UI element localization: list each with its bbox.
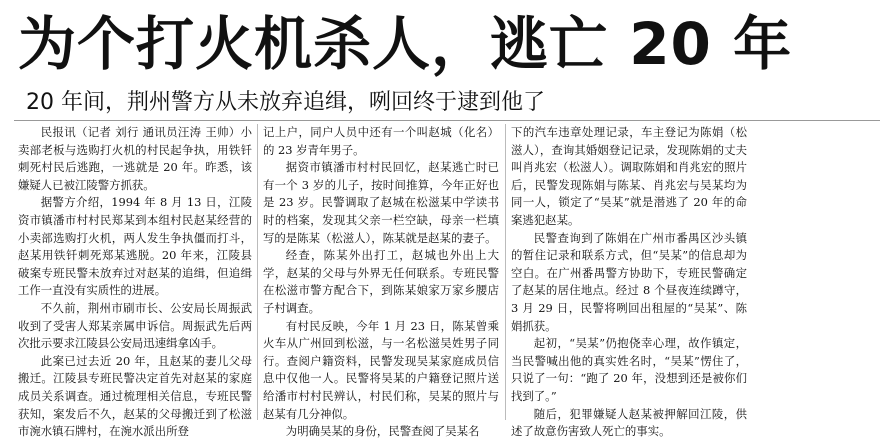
- article-column-3: [511, 124, 747, 439]
- paragraph: 起初，“吴某”仍抱侥幸心理，故作镇定，当民警喊出他的真实姓名时，“吴某”愣住了，只说了一句：“跑了 20 年，没想到还是被你们找到了。”: [511, 336, 747, 403]
- paragraph: 经查，陈某外出打工，赵城也外出上大学，赵某的父母与外界无任何联系。专班民警在松滋市警方配合下，到陈某娘家万家乡腰店子村调查。: [263, 248, 499, 315]
- article-column-1: [18, 124, 252, 439]
- paragraph: 记上户，同户人员中还有一个叫赵城（化名）的 23 岁青年男子。: [263, 125, 499, 157]
- paragraph: 民报讯（记者 刘行 通讯员汪涛 王帅）小卖部老板与选购打火机的村民起争执，用铁钎刺死村民后逃跑，一逃就是 20 年。昨悉，该嫌疑人已被江陵警方抓获。: [18, 125, 252, 192]
- paragraph: 有村民反映，今年 1 月 23 日，陈某曾乘火车从广州回到松滋，与一名松滋吴姓男子同行。查阅户籍资料，民警发现吴某家庭成员信息中仅他一人。民警将吴某的户籍登记照片送给潘市村村民辨认，村民们称，吴某的照片与赵某有几分神似。: [263, 318, 499, 421]
- paragraph: 据警方介绍，1994 年 8 月 13 日，江陵资市镇潘市村村民郑某到本组村民赵某经营的小卖部选购打火机，两人发生争执僵而打斗，赵某用铁钎刺死郑某逃脱。20 年来，江陵县破案专班民警未放弃过对赵某的追缉，但追缉工作一直没有实质性的进展。: [18, 195, 252, 298]
- headline: 为个打火机杀人，逃亡 20 年: [18, 10, 793, 78]
- paragraph: 为明确吴某的身份，民警查阅了吴某名: [285, 424, 480, 439]
- column-divider: [257, 124, 258, 420]
- paragraph: 民警查询到了陈娟在广州市番禺区沙头镇的暂住记录和联系方式，但“吴某”的信息却为空白。在广州番禺警方协助下，专班民警确定了赵某的居住地点。经过 8 个昼夜连续蹲守，3 月 29 日，民警将咧回出租屋的“吴某”、陈娟抓获。: [511, 230, 747, 333]
- column-divider: [505, 124, 506, 420]
- subheadline: 20 年间，荆州警方从未放弃追缉，咧回终于逮到他了: [26, 90, 545, 115]
- article-column-2: [263, 124, 499, 439]
- header-divider: [14, 120, 880, 121]
- paragraph: 据资市镇潘市村村民回忆，赵某逃亡时已有一个 3 岁的儿子，按时间推算，今年正好也是 23 岁。民警调取了赵城在松滋某中学读书时的档案，发现其父亲一栏空缺，母亲一栏填写的是陈某（松滋人），陈某就是赵某的妻子。: [263, 160, 499, 245]
- paragraph: 不久前，荆州市刷市长、公安局长周振武收到了受害人郑某亲属申诉信。周振武先后两次批示要求江陵县公安局迅速缉拿凶手。: [18, 300, 252, 351]
- paragraph: 下的汽车违章处理记录，车主登记为陈娟（松滋人），查询其婚姻登记记录，发现陈娟的丈夫叫肖兆宏（松滋人）。调取陈娟和肖兆宏的照片后，民警发现陈娟与陈某、肖兆宏与吴某均为同一人，锁定了“吴某”就是潜逃了 20 年的命案逃犯赵某。: [511, 125, 747, 227]
- paragraph: 此案已过去近 20 年，且赵某的妻儿父母搬迁。江陵县专班民警决定首先对赵某的家庭成员关系调查。通过梳理相关信息，专班民警获知，案发后不久，赵某的父母搬迁到了松滋市涴水镇石牌村，在涴水派出所登: [18, 353, 252, 439]
- paragraph: 随后，犯罪嫌疑人赵某被押解回江陵，供述了故意伤害致人死亡的事实。: [511, 406, 747, 439]
